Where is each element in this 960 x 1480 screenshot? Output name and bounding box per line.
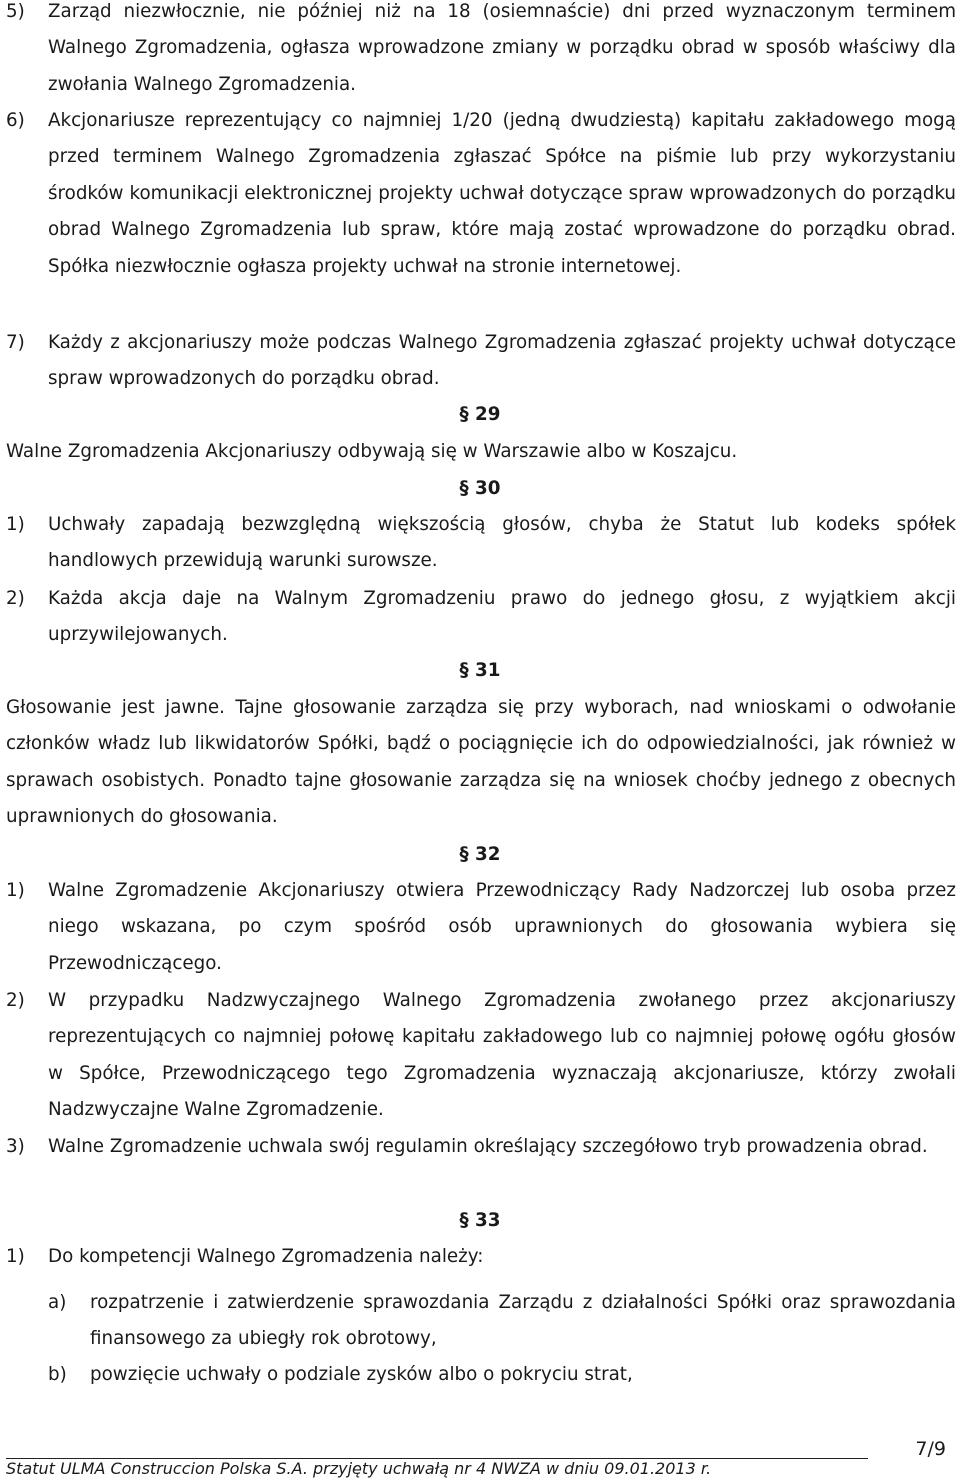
item-number: 3) — [6, 1136, 25, 1157]
footer-text: Statut ULMA Construccion Polska S.A. przyjęty uchwałą nr 4 NWZA w dniu 09.01.2013 r. — [6, 1459, 712, 1478]
section-29-text: Walne Zgromadzenia Akcjonariuszy odbywają się w Warszawie albo w Koszajcu. — [6, 441, 738, 462]
section-heading-29: § 29 — [459, 404, 501, 425]
page-number: 7/9 — [915, 1438, 946, 1460]
list-item-6 — [6, 103, 956, 285]
item-number: 7) — [6, 332, 25, 353]
list-item-30-1 — [6, 507, 956, 580]
item-text: Każdy z akcjonariuszy może podczas Walnego Zgromadzenia zgłaszać projekty uchwał dotyczące spraw wprowadzonych do porządku obrad. — [48, 332, 956, 390]
item-text: Uchwały zapadają bezwzględną większością głosów, chyba że Statut lub kodeks spółek handlowych przewidują warunki surowsze. — [48, 514, 956, 572]
item-text: W przypadku Nadzwyczajnego Walnego Zgromadzenia zwołanego przez akcjonariuszy reprezentujących co najmniej połowę kapitału zakładowego lub co najmniej połowę ogółu głosów w Spółce, Przewodniczącego tego Zgromadzenia wyznaczają akcjonariusze, którzy zwołali Nadzwyczajne Walne Zgromadzenie. — [48, 990, 956, 1121]
section-heading-33: § 33 — [459, 1210, 501, 1231]
item-number: 5) — [6, 1, 25, 22]
item-text: Walne Zgromadzenie Akcjonariuszy otwiera Przewodniczący Rady Nadzorczej lub osoba przez niego wskazana, po czym spośród osób uprawnionych do głosowania wybiera się Przewodniczącego. — [48, 880, 956, 974]
section-heading-31: § 31 — [459, 660, 501, 681]
list-item-32-2 — [6, 983, 956, 1129]
list-item-32-1 — [6, 873, 956, 982]
item-text: Walne Zgromadzenie uchwala swój regulamin określający szczegółowo tryb prowadzenia obrad. — [48, 1136, 928, 1157]
sub-item-b — [48, 1357, 956, 1393]
section-heading-32: § 32 — [459, 844, 501, 865]
item-number: 2) — [6, 588, 25, 609]
list-item-5 — [6, 0, 956, 103]
item-number: 6) — [6, 110, 25, 131]
sub-item-text: powzięcie uchwały o podziale zysków albo o pokryciu strat, — [90, 1364, 633, 1385]
list-item-32-3 — [6, 1129, 956, 1165]
section-31-text: Głosowanie jest jawne. Tajne głosowanie zarządza się przy wyborach, nad wnioskami o odwołanie członków władz lub likwidatorów Spółki, bądź o pociągnięcie ich do odpowiedzialności, jak również w sprawach osobistych. Ponadto tajne głosowanie zarządza się na wniosek choćby jednego z obecnych uprawnionych do głosowania. — [6, 697, 956, 828]
section-heading-30: § 30 — [459, 478, 501, 499]
item-text: Każda akcja daje na Walnym Zgromadzeniu prawo do jednego głosu, z wyjątkiem akcji uprzywilejowanych. — [48, 588, 956, 646]
list-item-33-1 — [6, 1239, 956, 1275]
item-number: 1) — [6, 1246, 25, 1267]
list-item-30-2 — [6, 581, 956, 654]
item-number: 2) — [6, 990, 25, 1011]
item-text: Zarząd niezwłocznie, nie później niż na 18 (osiemnaście) dni przed wyznaczonym terminem Walnego Zgromadzenia, ogłasza wprowadzone zmiany w porządku obrad w sposób właściwy dla zwołania Walnego Zgromadzenia. — [48, 1, 956, 95]
item-number: 1) — [6, 880, 25, 901]
item-number: 1) — [6, 514, 25, 535]
sub-item-text: rozpatrzenie i zatwierdzenie sprawozdania Zarządu z działalności Spółki oraz sprawozdania finansowego za ubiegły rok obrotowy, — [90, 1292, 956, 1350]
item-text: Do kompetencji Walnego Zgromadzenia należy: — [48, 1246, 484, 1267]
sub-item-a — [48, 1285, 956, 1358]
item-text: Akcjonariusze reprezentujący co najmniej 1/20 (jedną dwudziestą) kapitału zakładowego mogą przed terminem Walnego Zgromadzenia zgłaszać Spółce na piśmie lub przy wykorzystaniu środków komunikacji elektronicznej projekty uchwał dotyczące spraw wprowadzonych do porządku obrad Walnego Zgromadzenia lub spraw, które mają zostać wprowadzone do porządku obrad. Spółka niezwłocznie ogłasza projekty uchwał na stronie internetowej. — [48, 110, 956, 277]
list-item-7 — [6, 325, 956, 398]
sub-item-letter: b) — [48, 1364, 67, 1385]
sub-item-letter: a) — [48, 1292, 67, 1313]
